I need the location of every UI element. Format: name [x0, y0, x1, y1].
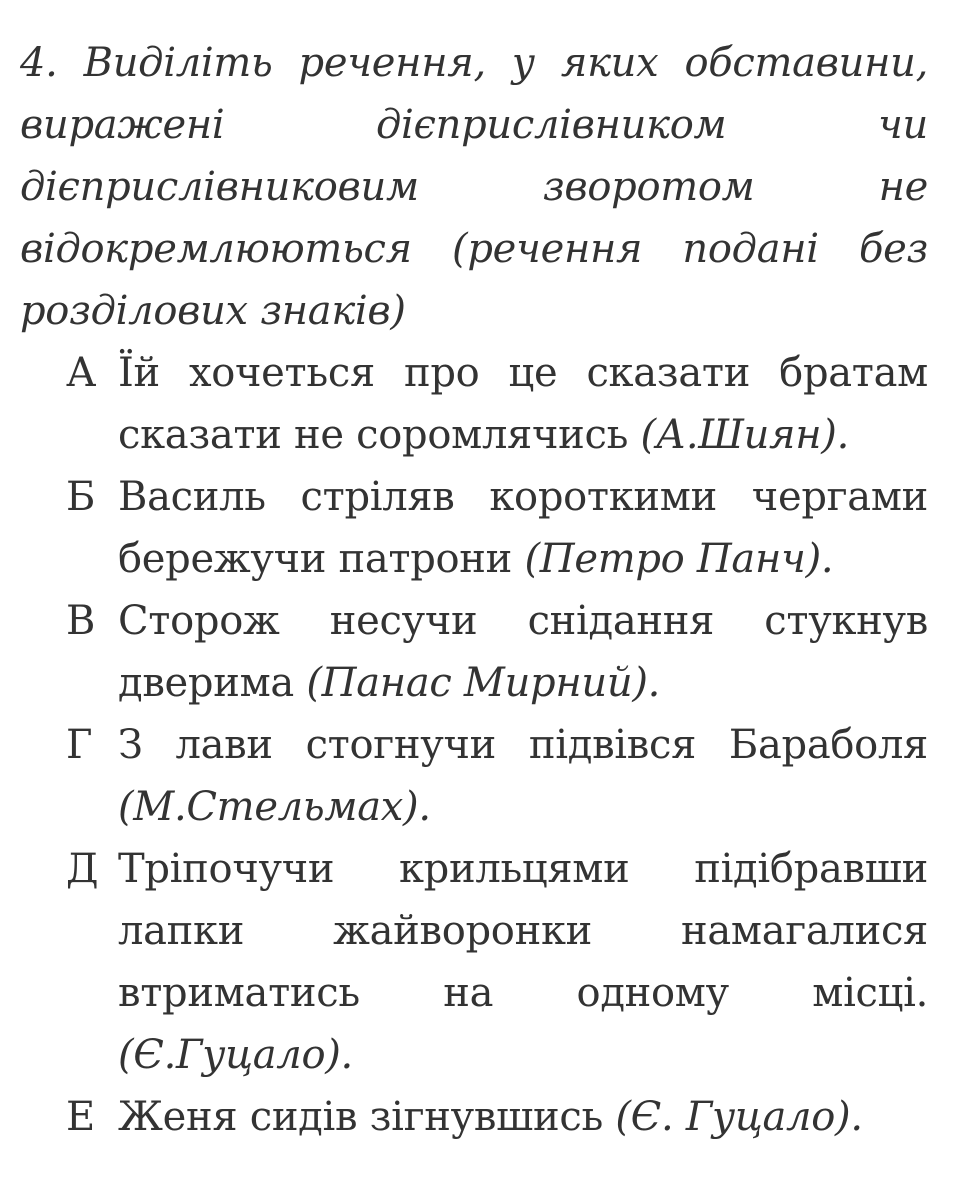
option-end: .: [836, 412, 849, 458]
option-body: [118, 466, 928, 590]
option-body: [118, 714, 928, 838]
option-body: [118, 342, 928, 466]
option-letter: Б: [66, 474, 96, 520]
option-end: .: [418, 784, 431, 830]
option-text: Їй хочеться про це сказати братам сказати не соромлячись: [118, 350, 928, 458]
option-body: [118, 1086, 928, 1148]
option-letter: А: [66, 350, 96, 396]
option-source: (Петро Панч): [524, 536, 821, 582]
answer-option-a[interactable]: [66, 342, 928, 466]
task-instruction: 4. Виділіть речення, у яких обставини, виражені дієприслівником чи дієприслівниковим зворотом не відокремлюються (речення подані без розділових знаків): [20, 40, 928, 334]
answer-option-d[interactable]: [66, 838, 928, 1086]
option-end: .: [820, 536, 834, 582]
option-letter: Д: [66, 846, 99, 892]
option-letter: В: [66, 598, 96, 644]
answer-option-b[interactable]: [66, 466, 928, 590]
option-text: Женя сидів зігнувшись: [118, 1094, 603, 1140]
option-text: З лави стогнучи підвівся Бараболя: [118, 722, 928, 768]
option-end: .: [647, 660, 661, 706]
option-source: (Є. Гуцало): [615, 1094, 851, 1140]
option-end: .: [340, 1032, 353, 1078]
option-text: Тріпочучи крильцями підібравши лапки жайворонки намагалися втриматись на одному місці.: [118, 846, 928, 1016]
option-source: (А.Шиян): [640, 412, 837, 458]
option-body: [118, 838, 928, 1086]
option-source: (М.Стельмах): [118, 784, 419, 830]
option-source: (Панас Мирний): [306, 660, 648, 706]
answer-options-list: [66, 342, 928, 1148]
answer-option-h[interactable]: [66, 714, 928, 838]
answer-option-e[interactable]: [66, 1086, 928, 1148]
option-body: [118, 590, 928, 714]
option-text: Василь стріляв короткими чергами бережучи патрони: [118, 474, 928, 582]
option-source: (Є.Гуцало): [118, 1032, 341, 1078]
answer-option-v[interactable]: [66, 590, 928, 714]
option-letter: Е: [66, 1094, 95, 1140]
option-text: Сторож несучи снідання стукнув дверима: [118, 598, 928, 706]
option-letter: Г: [66, 722, 93, 768]
option-end: .: [850, 1094, 863, 1140]
